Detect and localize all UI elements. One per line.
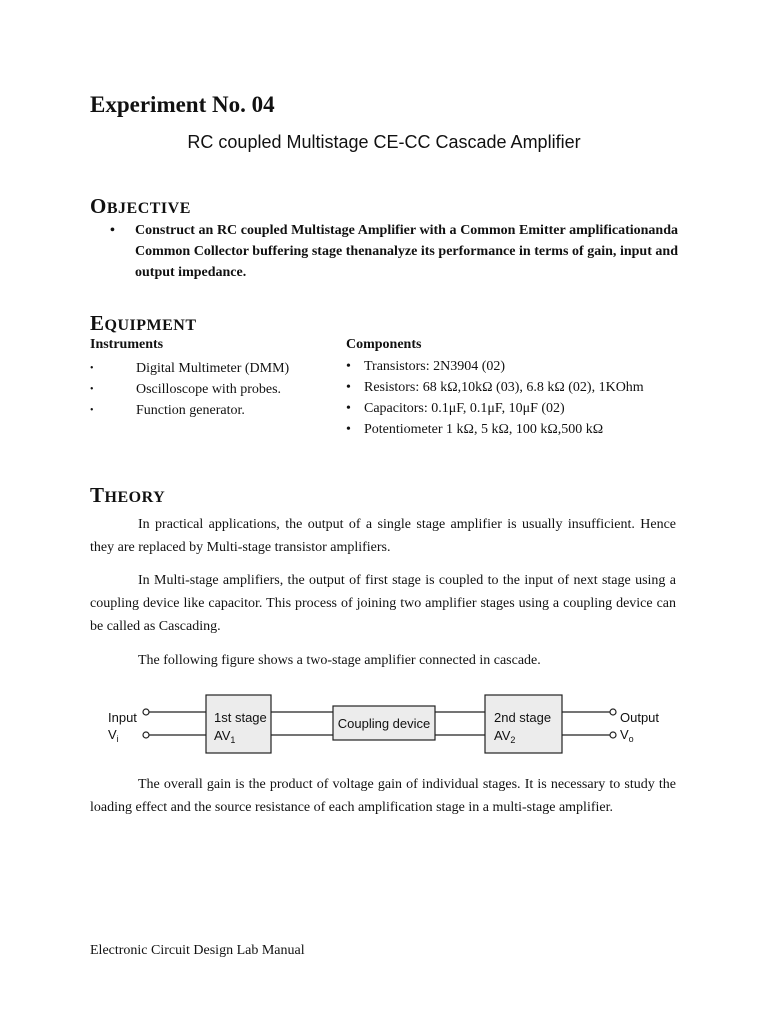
list-item <box>90 379 330 400</box>
output-terminal-bottom <box>610 732 616 738</box>
bullet: • <box>90 405 94 416</box>
instrument-name: Function generator. <box>136 403 245 418</box>
output-voltage-label <box>620 727 634 744</box>
components-list <box>346 356 686 440</box>
theory-paragraph-4: The overall gain is the product of voltage gain of individual stages. It is necessary to study the loading effect and the source resistance of each amplification stage in a multi-stage amplifier. <box>90 777 676 815</box>
output-terminal-top <box>610 709 616 715</box>
input-voltage-label <box>108 727 119 744</box>
input-terminal-bottom <box>143 732 149 738</box>
bullet: • <box>90 363 94 374</box>
component-name: Potentiometer 1 kΩ, 5 kΩ, 100 kΩ,500 kΩ <box>364 422 604 437</box>
theory-paragraph-3: The following figure shows a two-stage amplifier connected in cascade. <box>138 653 541 668</box>
output-voltage-subscript: o <box>628 734 634 744</box>
footer: Electronic Circuit Design Lab Manual <box>90 943 305 958</box>
instrument-name: Digital Multimeter (DMM) <box>136 361 290 376</box>
coupling-label: Coupling device <box>337 716 431 731</box>
input-voltage-subscript: i <box>116 734 119 744</box>
equipment-heading <box>90 311 197 336</box>
stage1-gain-symbol: AV <box>214 728 231 743</box>
instruments-label: Instruments <box>90 337 164 352</box>
equipment-heading-rest: QUIPMENT <box>104 317 197 334</box>
objective-heading-rest: BJECTIVE <box>106 200 191 217</box>
stage2-label: 2nd stage <box>494 710 552 725</box>
stage2-gain-symbol: AV <box>494 728 511 743</box>
bullet: • <box>346 359 351 374</box>
list-item <box>346 377 686 398</box>
theory-paragraph-1: In practical applications, the output of a single stage amplifier is usually insufficient. Hence they are replaced by Multi-stage transistor amplifiers. <box>90 517 676 555</box>
equipment-heading-initial: E <box>90 311 105 335</box>
components-label: Components <box>346 337 422 352</box>
list-item <box>346 419 686 440</box>
output-label: Output <box>620 710 660 725</box>
input-terminal-top <box>143 709 149 715</box>
list-item <box>90 400 330 421</box>
list-item <box>346 356 686 377</box>
list-item <box>90 358 330 379</box>
page-title: RC coupled Multistage CE-CC Cascade Amplifier <box>187 132 581 152</box>
objective-item <box>110 220 678 283</box>
bullet: • <box>346 401 351 416</box>
component-name: Transistors: 2N3904 (02) <box>364 359 506 374</box>
theory-heading-rest: HEORY <box>104 489 166 506</box>
bullet: • <box>346 422 351 437</box>
theory-heading-initial: T <box>90 483 105 507</box>
bullet: • <box>110 223 115 238</box>
stage1-gain-subscript: 1 <box>230 735 236 745</box>
list-item <box>346 398 686 419</box>
output-voltage-symbol: V <box>620 727 629 742</box>
input-voltage-symbol: V <box>108 727 117 742</box>
stage2-gain-subscript: 2 <box>510 735 516 745</box>
stage1-label: 1st stage <box>214 710 267 725</box>
objective-heading <box>90 194 191 219</box>
objective-text: Construct an RC coupled Multistage Amplifier with a Common Emitter amplificationanda Common Collector buffering stage thenanalyze its performance in terms of gain, input and output impedance. <box>135 223 678 280</box>
cascade-block-diagram <box>100 690 680 760</box>
bullet: • <box>90 384 94 395</box>
instruments-list <box>90 358 330 421</box>
experiment-number: Experiment No. 04 <box>90 92 275 117</box>
bullet: • <box>346 380 351 395</box>
component-name: Resistors: 68 kΩ,10kΩ (03), 6.8 kΩ (02), 1KOhm <box>364 380 644 395</box>
input-label: Input <box>108 710 137 725</box>
objective-heading-initial: O <box>90 194 107 218</box>
component-name: Capacitors: 0.1μF, 0.1μF, 10μF (02) <box>364 401 565 416</box>
theory-paragraph-2: In Multi-stage amplifiers, the output of first stage is coupled to the input of next stage using a coupling device like capacitor. This process of joining two amplifier stages using a coupling device can be called as Cascading. <box>90 573 676 634</box>
theory-heading <box>90 483 165 508</box>
instrument-name: Oscilloscope with probes. <box>136 382 282 397</box>
